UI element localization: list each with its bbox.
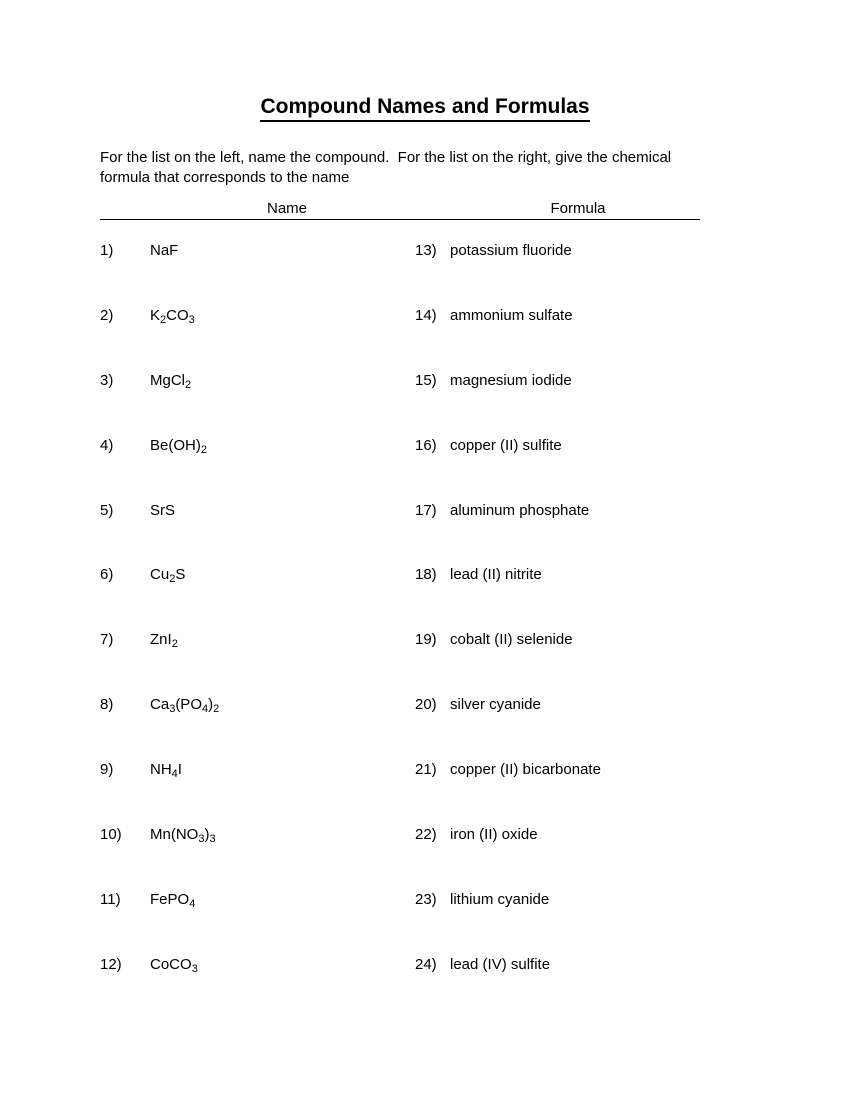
compound-formula: CoCO$_3$: [150, 955, 198, 975]
worksheet-title: Compound Names and Formulas: [260, 95, 589, 122]
question-number: 19): [415, 631, 437, 649]
compound-name: potassium fluoride: [450, 242, 572, 259]
compound-formula: $NH_4I$: [150, 761, 182, 781]
compound-name: cobalt (II) selenide: [450, 631, 573, 649]
question-number: 21): [415, 761, 437, 779]
question-row: [0, 371, 850, 436]
question-number: 13): [415, 242, 437, 259]
compound-name: magnesium iodide: [450, 371, 572, 389]
compound-name: ammonium sulfate: [450, 306, 573, 324]
question-row: [0, 695, 850, 760]
question-number: 17): [415, 501, 437, 519]
question-number: 11): [100, 890, 121, 908]
compound-formula: $Be(OH)_2$: [150, 436, 207, 456]
question-number: 12): [100, 955, 122, 973]
instructions-line-1: For the list on the left, name the compound. For the list on the right, give the chemical: [100, 149, 672, 166]
question-number: 6): [100, 566, 114, 584]
question-list: [0, 241, 850, 1020]
question-row: [0, 565, 850, 630]
title-row: [0, 95, 850, 122]
compound-formula: MgCl$_2$: [150, 371, 192, 391]
question-number: 5): [100, 501, 114, 519]
question-number: 20): [415, 696, 437, 714]
compound-formula: $Ca_3(PO_4)_2$: [150, 696, 220, 716]
question-number: 15): [415, 371, 437, 389]
question-number: 23): [415, 890, 437, 908]
compound-name: iron (II) oxide: [450, 826, 538, 844]
question-row: [0, 630, 850, 695]
question-number: 8): [100, 696, 114, 714]
instructions: [100, 148, 760, 188]
question-row: [0, 955, 850, 1020]
compound-name: lead (II) nitrite: [450, 566, 542, 584]
question-row: [0, 241, 850, 306]
compound-formula: NaF: [150, 242, 179, 259]
question-number: 16): [415, 436, 437, 454]
question-row: [0, 890, 850, 955]
compound-name: lithium cyanide: [450, 890, 550, 908]
column-header-name: Name: [266, 200, 308, 217]
header-rule: [100, 219, 700, 220]
question-row: [0, 306, 850, 371]
question-row: [0, 501, 850, 566]
question-number: 10): [100, 826, 122, 844]
question-number: 3): [100, 371, 114, 389]
compound-name: lead (IV) sulfite: [450, 955, 551, 973]
question-row: [0, 436, 850, 501]
question-row: [0, 760, 850, 825]
question-number: 2): [100, 306, 114, 324]
compound-name: aluminum phosphate: [450, 501, 590, 519]
question-number: 1): [100, 242, 114, 259]
compound-formula: $Cu_2S$: [150, 566, 186, 586]
compound-formula: ZnI$_2$: [150, 631, 178, 651]
question-number: 4): [100, 436, 114, 454]
compound-formula: FePO$_4$: [150, 890, 196, 910]
instructions-line-2: formula that corresponds to the name: [100, 169, 350, 186]
compound-formula: $Mn(NO_3)_3$: [150, 826, 216, 846]
compound-formula: $K_2CO_3$: [150, 306, 195, 326]
question-number: 24): [415, 955, 437, 973]
question-number: 18): [415, 566, 437, 584]
question-number: 7): [100, 631, 114, 649]
question-row: [0, 825, 850, 890]
compound-name: copper (II) sulfite: [450, 436, 562, 454]
compound-formula: SrS: [150, 501, 176, 519]
compound-name: copper (II) bicarbonate: [450, 761, 601, 779]
column-header-formula: Formula: [550, 200, 606, 217]
question-number: 22): [415, 826, 437, 844]
compound-name: silver cyanide: [450, 696, 541, 714]
question-number: 14): [415, 306, 437, 324]
question-number: 9): [100, 761, 114, 779]
